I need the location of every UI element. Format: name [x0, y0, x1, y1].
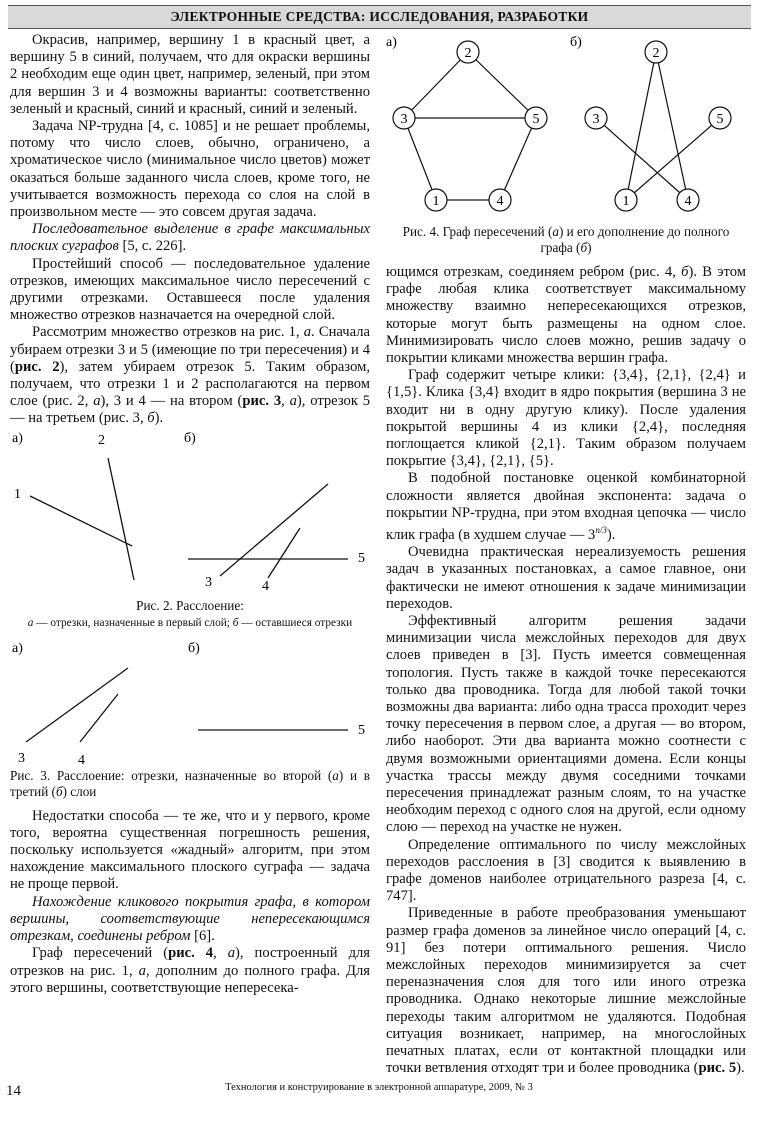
segment-label-4: 4	[262, 578, 269, 594]
paragraph: Недостатки способа — те же, что и у первого, кроме того, вероятна существенная погрешность решения, поскольку используется «жадный» алгоритм, при этом нахождение максимального плоского суграфа — задача не проще первой.	[10, 807, 370, 893]
paragraph: Задача NP-трудна [4, с. 1085] и не решает проблемы, потому что число слоев, обычно, ограничено, а хроматическое число (минимальное число цветов) может оказаться больше заданного числа слоев, кроме того, не учитывается возможность перехода со слоя на слой в произвольном месте — это совсем другая задача.	[10, 118, 370, 221]
segment-1	[30, 496, 132, 546]
panel-label-b: б)	[184, 430, 196, 446]
graph-b-vertices	[585, 41, 731, 211]
figure-2	[10, 428, 370, 630]
segment-4	[80, 694, 118, 742]
segment-3	[220, 484, 328, 576]
graph-a-edges	[404, 52, 536, 200]
panel-label-b: б)	[570, 35, 582, 50]
paragraph: Очевидна практическая нереализуемость решения задач в указанных постановках, а самое главное, они фактически не имеют отношения к задаче минимизации переходов.	[386, 544, 746, 612]
segment-label-2: 2	[98, 432, 105, 448]
svg-text:1: 1	[432, 194, 440, 209]
paragraph: Эффективный алгоритм решения задачи минимизации числа межслойных переходов для двух слоев приведен в [3]. Пусть имеется совмещенная топология. Пусть также в каждой точке пересекаются только два проводника. Тогда для любой такой точки возможны два варианта: либо одна трасса проходит через точку пересечения в первом слое, а другая — во втором, либо наоборот. Эти два варианта можно соотнести с двумя возможными ориентациями домена. Если концы участка трассы между двумя соседними точками пересечения принадлежат разным слоям, то на участке необходим переход с одного слоя на другой, если одному слою — переход на участке не нужен.	[386, 612, 746, 836]
segment-label-3: 3	[205, 574, 212, 590]
svg-text:3: 3	[592, 112, 600, 127]
figure-3-drawing	[10, 638, 370, 766]
paragraph: В подобной постановке оценкой комбинаторной сложности является двойная экспонента: задача о покрытии NP-трудна, при этом входная цепочка — число клик графа (в худшем случае — $3^{n/3}$).	[386, 470, 746, 543]
paragraph: Приведенные в работе преобразования уменьшают размер графа доменов за линейное число операций [4, с. 91] без потери оптимального решения. Число межслойных переходов минимизируется за счет переназначения слоя для того или иного отрезка проводника. Однако некоторые лишние межслойные переходы таким алгоритмом не удаляются. Подобная ситуация возникает, например, на многослойных печатных платах, если от контактной площадки или точки ветвления отходят три и более проводника (рис. 5).	[386, 905, 746, 1077]
segment-2	[108, 458, 134, 580]
section-heading: Последовательное выделение в графе максимальных плоских суграфов [5, с. 226].	[10, 221, 370, 255]
paragraph: ющимся отрезкам, соединяем ребром (рис. 4, б). В этом графе любая клика соответствует максимальному множеству взаимно непересекающихся отрезков, которые могут быть размещены на одном слое. Минимизировать число слоев можно, решив задачу о покрытии кликами множества вершин графа.	[386, 264, 746, 367]
figure-2-caption-detail: а — отрезки, назначенные в первый слой; б — оставшиеся отрезки	[27, 616, 353, 629]
right-column	[386, 32, 746, 1077]
section-heading: Нахождение кликового покрытия графа, в котором вершины, соответствующие непересекающимся отрезкам, соединены ребром [6].	[10, 893, 370, 945]
figure-3	[10, 638, 370, 800]
panel-label-b: б)	[188, 640, 200, 656]
svg-text:2: 2	[464, 46, 472, 61]
paragraph: Окрасив, например, вершину 1 в красный цвет, а вершину 5 в синий, получаем, что для окраски вершины 2 необходим еще один цвет, например, зеленый, при этом для вершин 3 и 4 возможны варианты: соответственно зеленый и красный, синий и красный, синий и зеленый.	[10, 32, 370, 117]
graph-b-edges	[596, 52, 720, 200]
paragraph: Граф содержит четыре клики: {3,4}, {2,1}, {2,4} и {1,5}. Клика {3,4} входит в ядро покрытия (вершина 3 не входит ни в одну другую клику). После удаления покрытой вершины 4 из клики {2,4}, последняя поглощается кликой {2,1}. Таким образом получаем покрытие {3,4}, {2,1}, {5}.	[386, 367, 746, 470]
running-header: ЭЛЕКТРОННЫЕ СРЕДСТВА: ИССЛЕДОВАНИЯ, РАЗРАБОТКИ	[8, 5, 751, 29]
page-number: 14	[6, 1083, 21, 1099]
graph-a-vertices	[393, 41, 547, 211]
figure-4-caption: Рис. 4. Граф пересечений (а) и его дополнение до полного графа (б)	[402, 224, 730, 255]
segment-3	[26, 668, 128, 742]
figure-3-caption: Рис. 3. Расслоение: отрезки, назначенные во второй (а) и в третий (б) слои	[10, 767, 370, 799]
svg-text:3: 3	[400, 112, 408, 127]
svg-text:4: 4	[684, 194, 692, 209]
paragraph: Рассмотрим множество отрезков на рис. 1, а. Сначала убираем отрезки 3 и 5 (имеющие по три пересечения) и 4 (рис. 2), затем убираем отрезок 5. Таким образом, получаем, что отрезки 1 и 2 располагаются на первом слое (рис. 2, а), 3 и 4 — на втором (рис. 3, а), отрезок 5 — на третьем (рис. 3, б).	[10, 324, 371, 427]
svg-text:5: 5	[532, 112, 540, 127]
figure-4	[386, 32, 746, 256]
paragraph: Простейший способ — последовательное удаление отрезков, имеющих максимальное число пересечений с другими отрезками. Оставшееся после удаления множество отрезков назначается на очередной слой.	[10, 255, 370, 324]
segment-label-1: 1	[14, 486, 21, 502]
panel-label-a: а)	[386, 35, 397, 50]
paragraph: Определение оптимального по числу межслойных переходов расслоения в [3] сводится к выявлению в графе доменов наиболее отрицательного разреза [4, с. 747].	[386, 836, 746, 905]
panel-label-a: а)	[12, 640, 23, 656]
figure-2-caption: Рис. 2. Расслоение:	[136, 597, 244, 613]
panel-label-a: а)	[12, 430, 23, 446]
segment-label-3: 3	[18, 750, 25, 766]
svg-text:5: 5	[716, 112, 724, 127]
svg-text:4: 4	[496, 194, 504, 209]
svg-text:1: 1	[622, 194, 630, 209]
svg-text:2: 2	[652, 46, 660, 61]
figure-4-drawing	[386, 32, 746, 218]
left-column	[10, 32, 370, 997]
segment-4	[268, 528, 300, 578]
segment-label-4: 4	[78, 752, 85, 766]
paragraph: Граф пересечений (рис. 4, а), построенный для отрезков на рис. 1, а, дополним до полного графа. Для этого вершины, соответствующие непересека-	[10, 945, 370, 996]
segment-label-5: 5	[358, 722, 365, 738]
figure-2-drawing	[10, 428, 370, 598]
running-footer: Технология и конструирование в электронной аппаратуре, 2009, № 3	[225, 1082, 533, 1093]
segment-label-5: 5	[358, 550, 365, 566]
